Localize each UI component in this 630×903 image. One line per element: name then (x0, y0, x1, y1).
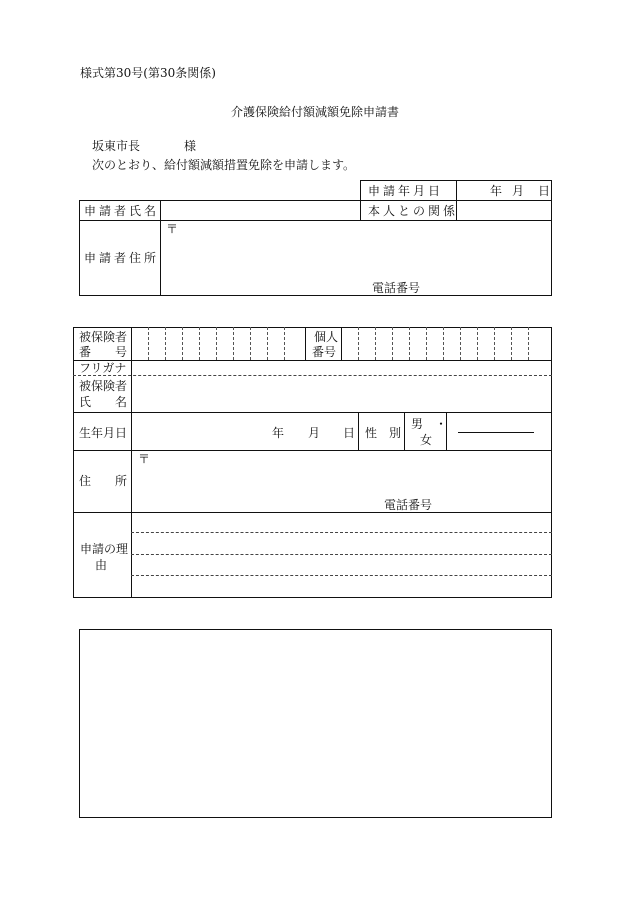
era-blank-line (458, 432, 534, 433)
applicant-name-field[interactable] (164, 202, 356, 218)
applicant-address-field[interactable] (180, 224, 546, 278)
personal-number-field[interactable] (343, 329, 549, 358)
application-day-label: 日 (538, 184, 551, 198)
insured-postal-mark: 〒 (138, 452, 151, 466)
insured-number-field[interactable] (133, 329, 303, 358)
sex-option-female[interactable]: 女 (420, 433, 433, 447)
relation-field[interactable] (460, 202, 548, 218)
insured-name-label-2: 氏 名 (79, 395, 128, 409)
insured-name-label: 被保険者 (79, 379, 128, 393)
furigana-field[interactable] (134, 361, 548, 374)
notes-box[interactable] (79, 629, 552, 818)
sex-option-male[interactable]: 男 ・ (411, 417, 448, 431)
form-title: 介護保険給付額減額免除申請書 (230, 105, 399, 119)
birth-date-field[interactable] (134, 414, 356, 448)
application-month-label: 月 (512, 184, 525, 198)
sex-label: 性 別 (365, 426, 402, 440)
furigana-label: フリガナ (79, 361, 127, 375)
applicant-name-label: 申請者氏名 (84, 204, 160, 218)
birth-day-label: 日 (343, 426, 356, 440)
applicant-address-label: 申請者住所 (84, 251, 160, 265)
intro-text: 次のとおり、給付額減額措置免除を申請します。 (92, 158, 356, 172)
reason-label: 申請の理 (80, 542, 129, 556)
relation-label: 本人との関係 (368, 204, 459, 218)
reason-field[interactable] (134, 514, 548, 596)
insured-address-label: 住 所 (79, 474, 128, 488)
insured-phone-label: 電話番号 (384, 498, 433, 512)
form-number: 様式第30号(第30条関係) (80, 66, 216, 80)
application-date-field[interactable] (462, 182, 551, 198)
birth-year-label: 年 (272, 426, 285, 440)
insured-number-label-2: 番 号 (79, 345, 128, 359)
application-date-label: 申請年月日 (368, 184, 444, 198)
birth-date-label: 生年月日 (79, 426, 128, 440)
insured-name-field[interactable] (134, 378, 548, 410)
addressee-city: 坂東市長 (92, 139, 141, 153)
addressee-honorific: 様 (184, 139, 197, 153)
reason-label-2: 由 (95, 558, 108, 572)
applicant-phone-label: 電話番号 (372, 281, 421, 295)
insured-address-field[interactable] (152, 454, 546, 494)
personal-number-label: 個人 (314, 330, 339, 344)
personal-number-label-2: 番号 (312, 345, 337, 359)
birth-month-label: 月 (308, 426, 321, 440)
insured-number-label: 被保険者 (79, 330, 128, 344)
application-year-label: 年 (490, 184, 503, 198)
applicant-postal-mark: 〒 (166, 222, 179, 236)
